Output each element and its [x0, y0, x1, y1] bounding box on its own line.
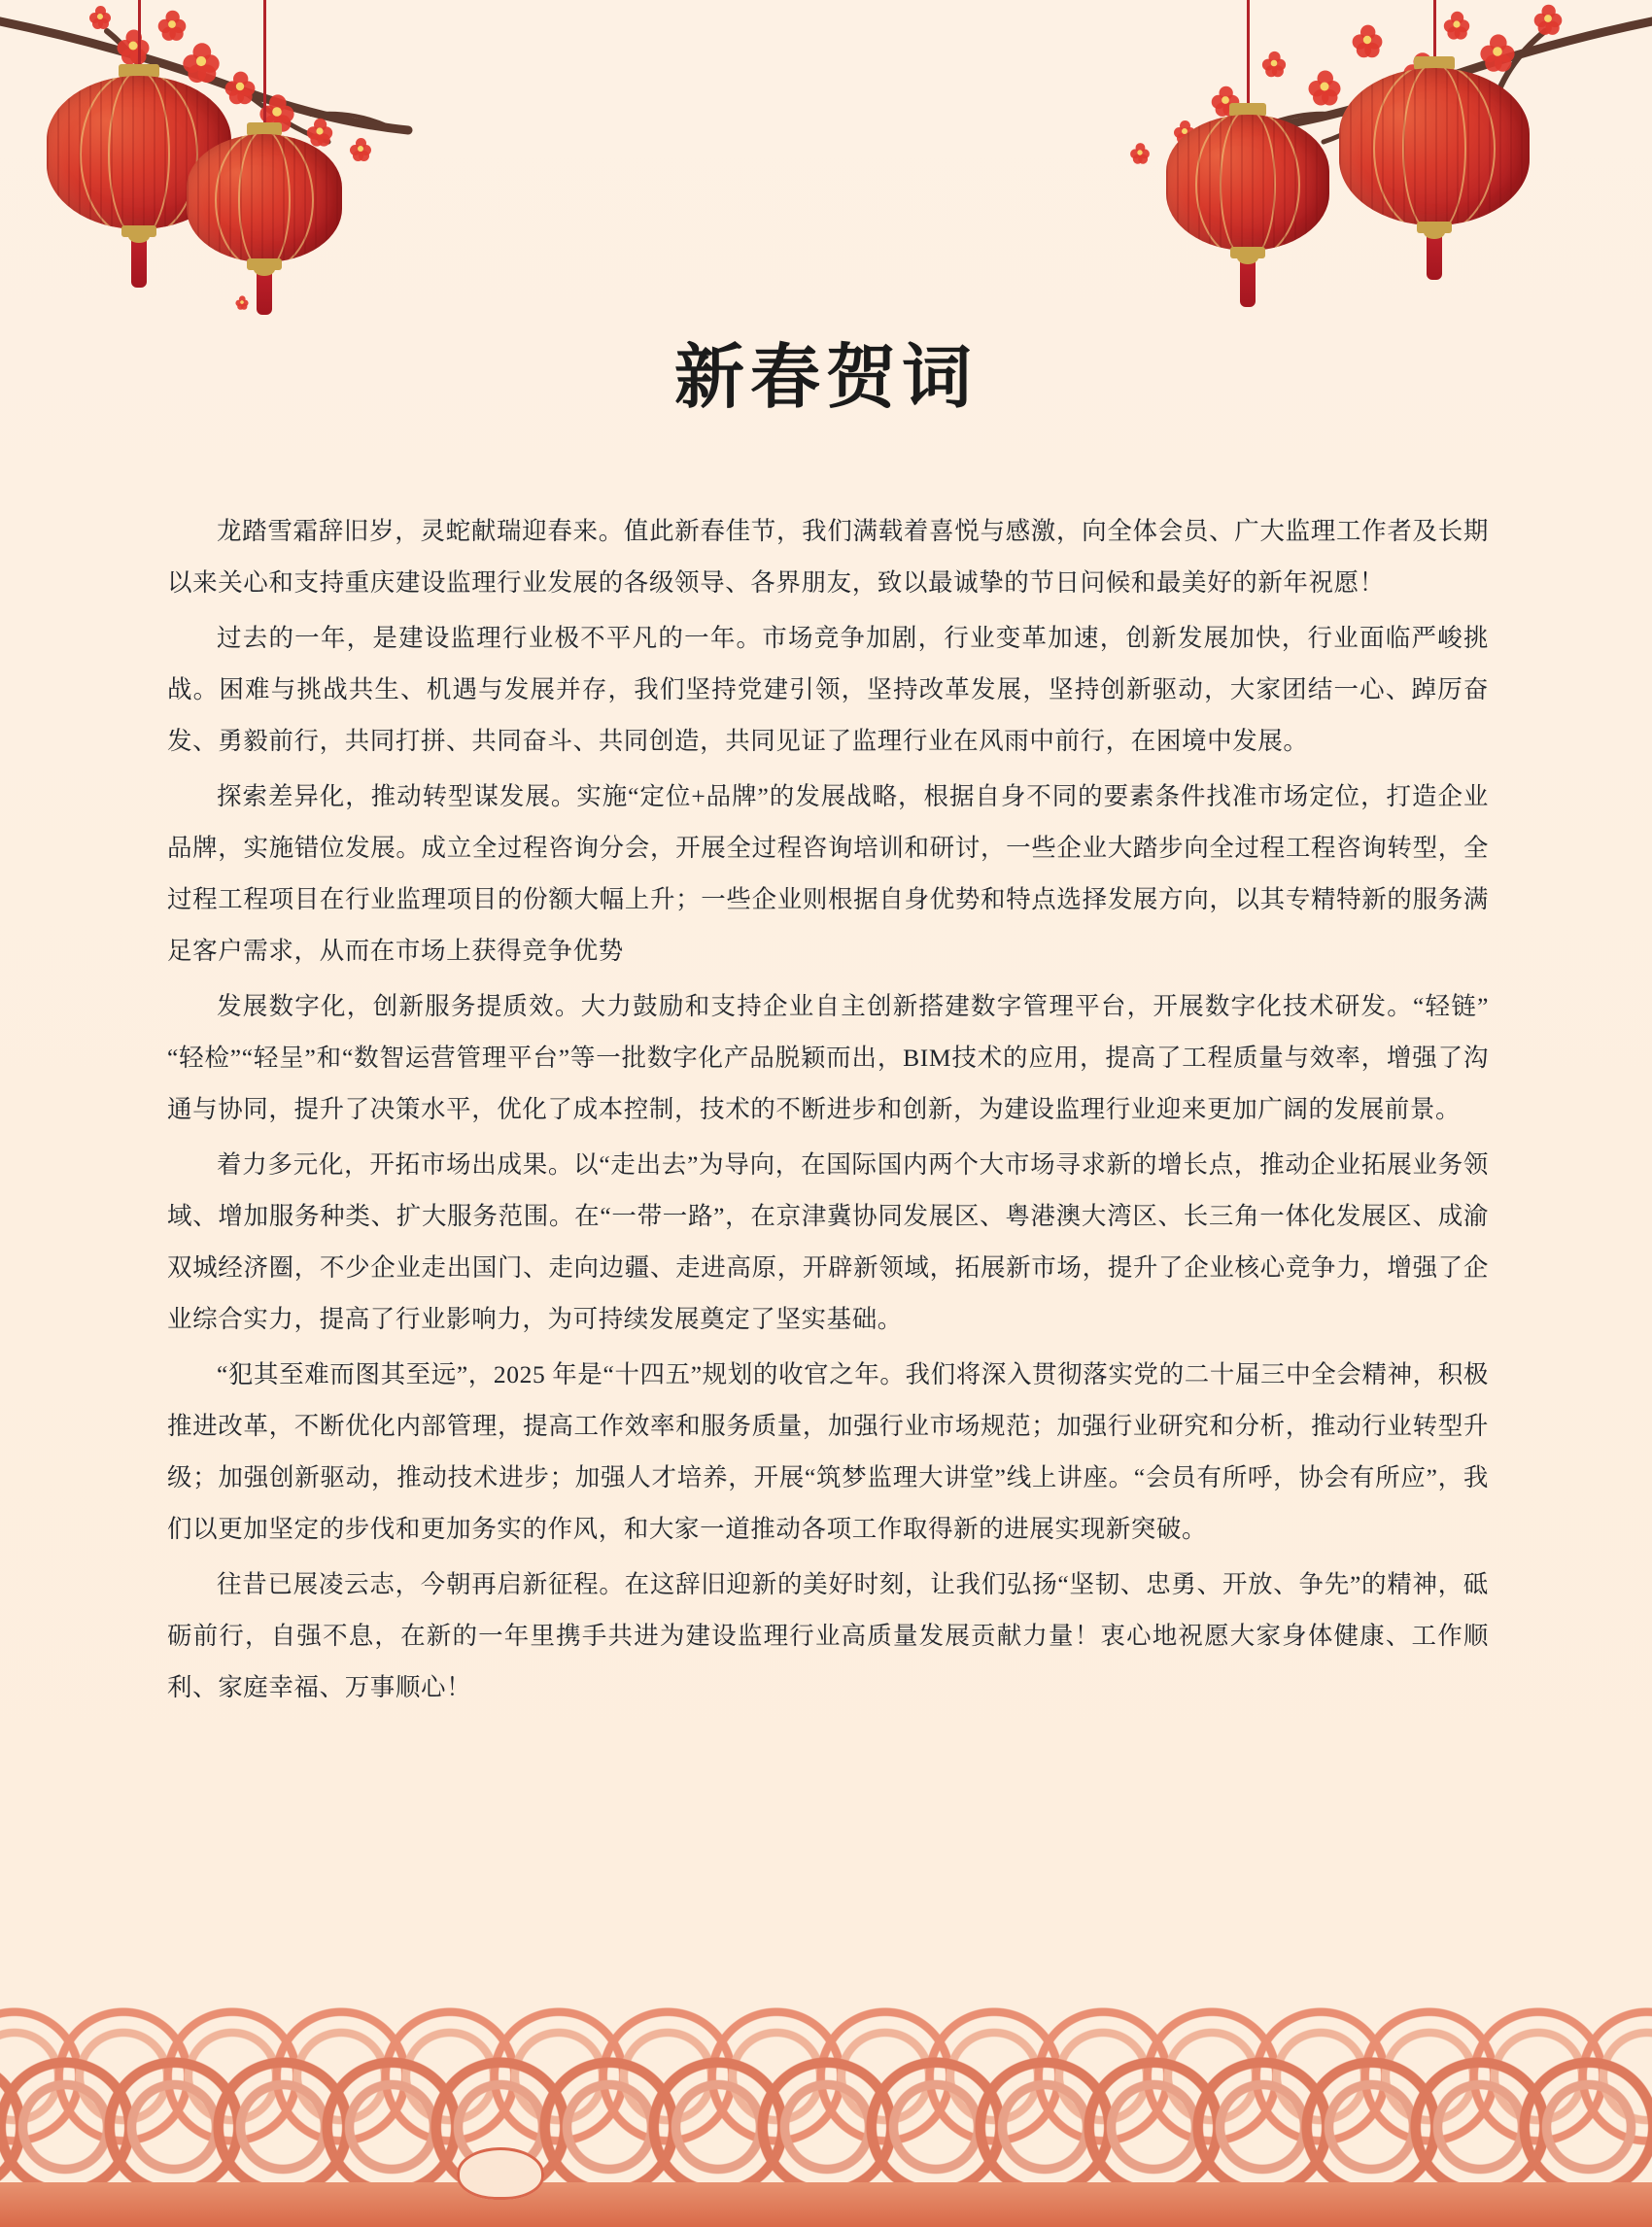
plum-blossom-icon [1309, 71, 1341, 103]
paragraph: 探索差异化，推动转型谋发展。实施“定位+品牌”的发展战略，根据自身不同的要素条件找准市场定位，打造企业品牌，实施错位发展。成立全过程咨询分会，开展全过程咨询培训和研讨，一些企业大踏步向全过程工程咨询转型，全过程工程项目在行业监理项目的份额大幅上升；一些企业则根据自身优势和特点选择发展方向，以其专精特新的服务满足客户需求，从而在市场上获得竞争优势 [167, 782, 1489, 965]
plum-blossom-branch-icon-left [0, 0, 593, 188]
plum-blossom-icon [118, 30, 150, 62]
plum-blossom-branch-icon-right [1059, 0, 1652, 188]
plum-blossom-icon [259, 94, 293, 128]
plum-blossom-icon [1534, 5, 1563, 33]
page-title: 新春贺词 [673, 339, 978, 417]
plum-blossom-icon [89, 6, 111, 27]
plum-blossom-icon [1480, 34, 1514, 68]
plum-blossom-icon [1262, 51, 1286, 75]
paragraph: 发展数字化，创新服务提质效。大力鼓励和支持企业自主创新搭建数字管理平台，开展数字化技术研发。“轻链”“轻检”“轻呈”和“数智运营管理平台”等一批数字化产品脱颖而出，BIM技术的应用，提高了工程质量与效率，增强了沟通与协同，提升了决策水平，优化了成本控制，技术的不断进步和创新，为建设监理行业迎来更加广阔的发展前景。 [167, 992, 1489, 1123]
plum-blossom-icon [1353, 25, 1383, 55]
wave-baseline [0, 2182, 1652, 2227]
plum-blossom-icon [1403, 52, 1439, 88]
plum-blossom-icon [1444, 12, 1469, 37]
article-body [167, 505, 1489, 1717]
bottom-decoration [0, 2004, 1652, 2227]
paragraph: 龙踏雪霜辞旧岁，灵蛇献瑞迎春来。值此新春佳节，我们满载着喜悦与感激，向全体会员、广大监理工作者及长期以来关心和支持重庆建设监理行业发展的各级领导、各界朋友，致以最诚挚的节日问候和最美好的新年祝愿！ [167, 517, 1489, 597]
paragraph: 往昔已展凌云志，今朝再启新征程。在这辞旧迎新的美好时刻，让我们弘扬“坚韧、忠勇、开放、争先”的精神，砥砺前行，自强不息，在新的一年里携手共进为建设监理行业高质量发展贡献力量！衷心地祝愿大家身体健康、工作顺利、家庭幸福、万事顺心！ [167, 1570, 1489, 1701]
plum-blossom-icon [183, 43, 219, 79]
fish-motif-icon [457, 2147, 544, 2200]
plum-blossom-icon [225, 72, 256, 102]
plum-blossom-icon [1130, 143, 1150, 162]
paragraph: “犯其至难而图其至远”，2025 年是“十四五”规划的收官之年。我们将深入贯彻落实党的二十届三中全会精神，积极推进改革，不断优化内部管理，提高工作效率和服务质量，加强行业市场规范；加强行业研究和分析，推动行业转型升级；加强创新驱动，推动技术进步；加强人才培养，开展“筑梦监理大讲堂”线上讲座。“会员有所呼，协会有所应”，我们以更加坚定的步伐和更加务实的作风，和大家一道推动各项工作取得新的进展实现新突破。 [167, 1360, 1489, 1543]
plum-blossom-icon [307, 119, 332, 144]
paragraph: 过去的一年，是建设监理行业极不平凡的一年。市场竞争加剧，行业变革加速，创新发展加快，行业面临严峻挑战。困难与挑战共生、机遇与发展并存，我们坚持党建引领，坚持改革发展，坚持创新驱动，大家团结一心、踔厉奋发、勇毅前行，共同打拼、共同奋斗、共同创造，共同见证了监理行业在风雨中前行，在困境中发展。 [167, 624, 1489, 755]
plum-blossom-icon [350, 138, 371, 159]
plum-blossom-icon [161, 91, 187, 117]
paragraph: 着力多元化，开拓市场出成果。以“走出去”为导向，在国际国内两个大市场寻求新的增长点，推动企业拓展业务领域、增加服务种类、扩大服务范围。在“一带一路”，在京津冀协同发展区、粤港澳大湾区、长三角一体化发展区、成渝双城经济圈，不少企业走出国门、走向边疆、走进高原，开辟新领域，拓展新市场，提升了企业核心竞争力，增强了企业综合实力，提高了行业影响力，为可持续发展奠定了坚实基础。 [167, 1150, 1489, 1333]
plum-blossom-icon [158, 11, 187, 39]
top-decoration [0, 0, 1652, 505]
plum-blossom-icon [1212, 86, 1240, 115]
plum-blossom-icon [1174, 120, 1195, 142]
plum-blossom-icon [257, 148, 274, 165]
plum-blossom-icon [235, 295, 248, 308]
